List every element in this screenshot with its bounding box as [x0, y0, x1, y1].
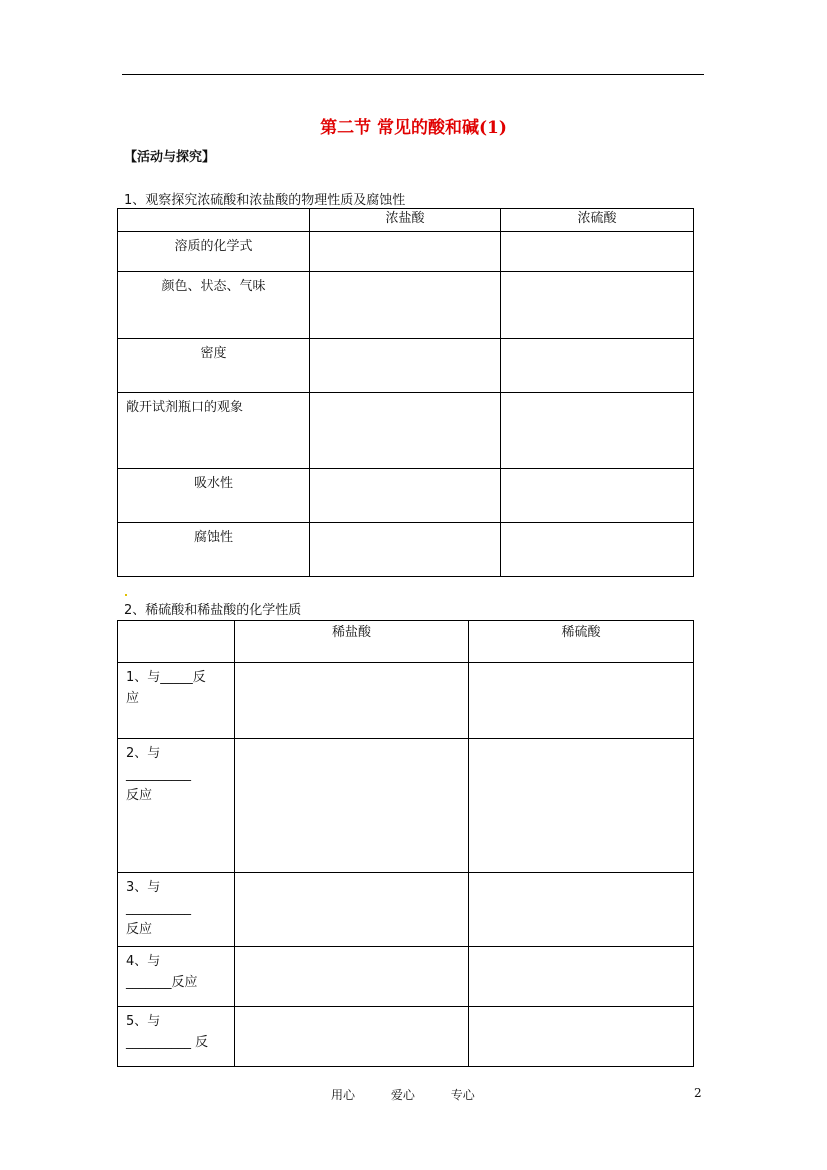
row-label-line: 应	[126, 691, 140, 706]
answer-cell[interactable]	[310, 393, 501, 469]
header-rule	[122, 74, 704, 75]
decorative-dot	[125, 594, 127, 596]
row-label-line: _______反应	[126, 975, 198, 990]
answer-cell[interactable]	[310, 523, 501, 577]
answer-cell[interactable]	[501, 232, 694, 272]
footer-item: 专心	[450, 1088, 475, 1102]
table-row	[118, 393, 694, 469]
answer-cell[interactable]	[501, 523, 694, 577]
row-label	[118, 947, 235, 1007]
answer-cell[interactable]	[310, 272, 501, 339]
row-label-line: 3、与	[126, 880, 161, 895]
table-row	[118, 663, 694, 739]
row-label-line: 4、与	[126, 954, 161, 969]
answer-cell[interactable]	[235, 873, 469, 947]
answer-cell[interactable]	[469, 873, 694, 947]
table-row	[118, 1007, 694, 1067]
section-label: 【活动与探究】	[124, 150, 216, 165]
footer-item: 爱心	[390, 1088, 415, 1102]
table-row	[118, 947, 694, 1007]
question-2-heading: 2、稀硫酸和稀盐酸的化学性质	[124, 603, 302, 618]
answer-cell[interactable]	[235, 739, 469, 873]
answer-cell[interactable]	[235, 947, 469, 1007]
row-label: 密度	[118, 339, 310, 393]
table-header-cell: 稀硫酸	[469, 621, 694, 663]
row-label: 吸水性	[118, 469, 310, 523]
table-row	[118, 523, 694, 577]
table-header-cell: 浓硫酸	[501, 209, 694, 232]
question-1-heading: 1、观察探究浓硫酸和浓盐酸的物理性质及腐蚀性	[124, 193, 406, 208]
table-header-cell: 稀盐酸	[235, 621, 469, 663]
row-label-line: __________	[126, 767, 191, 782]
footer-motto	[331, 1086, 507, 1103]
answer-cell[interactable]	[235, 663, 469, 739]
page-title: 第二节 常见的酸和碱(1)	[320, 118, 507, 138]
row-label-line: __________	[126, 901, 191, 916]
row-label: 腐蚀性	[118, 523, 310, 577]
answer-cell[interactable]	[469, 663, 694, 739]
table-row	[118, 232, 694, 272]
row-label-line: 2、与	[126, 746, 161, 761]
chemical-properties-table	[117, 620, 694, 1067]
row-label-line: 反应	[126, 922, 153, 937]
answer-cell[interactable]	[501, 339, 694, 393]
table-row	[118, 873, 694, 947]
row-label	[118, 1007, 235, 1067]
row-label: 溶质的化学式	[118, 232, 310, 272]
row-label: 敞开试剂瓶口的观象	[118, 393, 310, 469]
physical-properties-table	[117, 208, 694, 577]
row-label-line: 5、与	[126, 1014, 161, 1029]
row-label	[118, 873, 235, 947]
answer-cell[interactable]	[310, 469, 501, 523]
answer-cell[interactable]	[469, 947, 694, 1007]
table-header-cell	[118, 621, 235, 663]
row-label	[118, 663, 235, 739]
answer-cell[interactable]	[235, 1007, 469, 1067]
table-header-cell: 浓盐酸	[310, 209, 501, 232]
answer-cell[interactable]	[469, 1007, 694, 1067]
row-label-line: 反应	[126, 788, 153, 803]
table-row	[118, 339, 694, 393]
footer-item: 用心	[331, 1088, 356, 1102]
row-label: 颜色、状态、气味	[118, 272, 310, 339]
row-label	[118, 739, 235, 873]
answer-cell[interactable]	[501, 469, 694, 523]
table-header-cell	[118, 209, 310, 232]
answer-cell[interactable]	[501, 393, 694, 469]
answer-cell[interactable]	[469, 739, 694, 873]
page-number: 2	[694, 1086, 702, 1100]
table-row	[118, 739, 694, 873]
answer-cell[interactable]	[310, 339, 501, 393]
table-row	[118, 272, 694, 339]
answer-cell[interactable]	[501, 272, 694, 339]
row-label-line: 1、与_____反	[126, 670, 206, 685]
row-label-line: __________ 反	[126, 1035, 209, 1050]
answer-cell[interactable]	[310, 232, 501, 272]
table-row	[118, 469, 694, 523]
